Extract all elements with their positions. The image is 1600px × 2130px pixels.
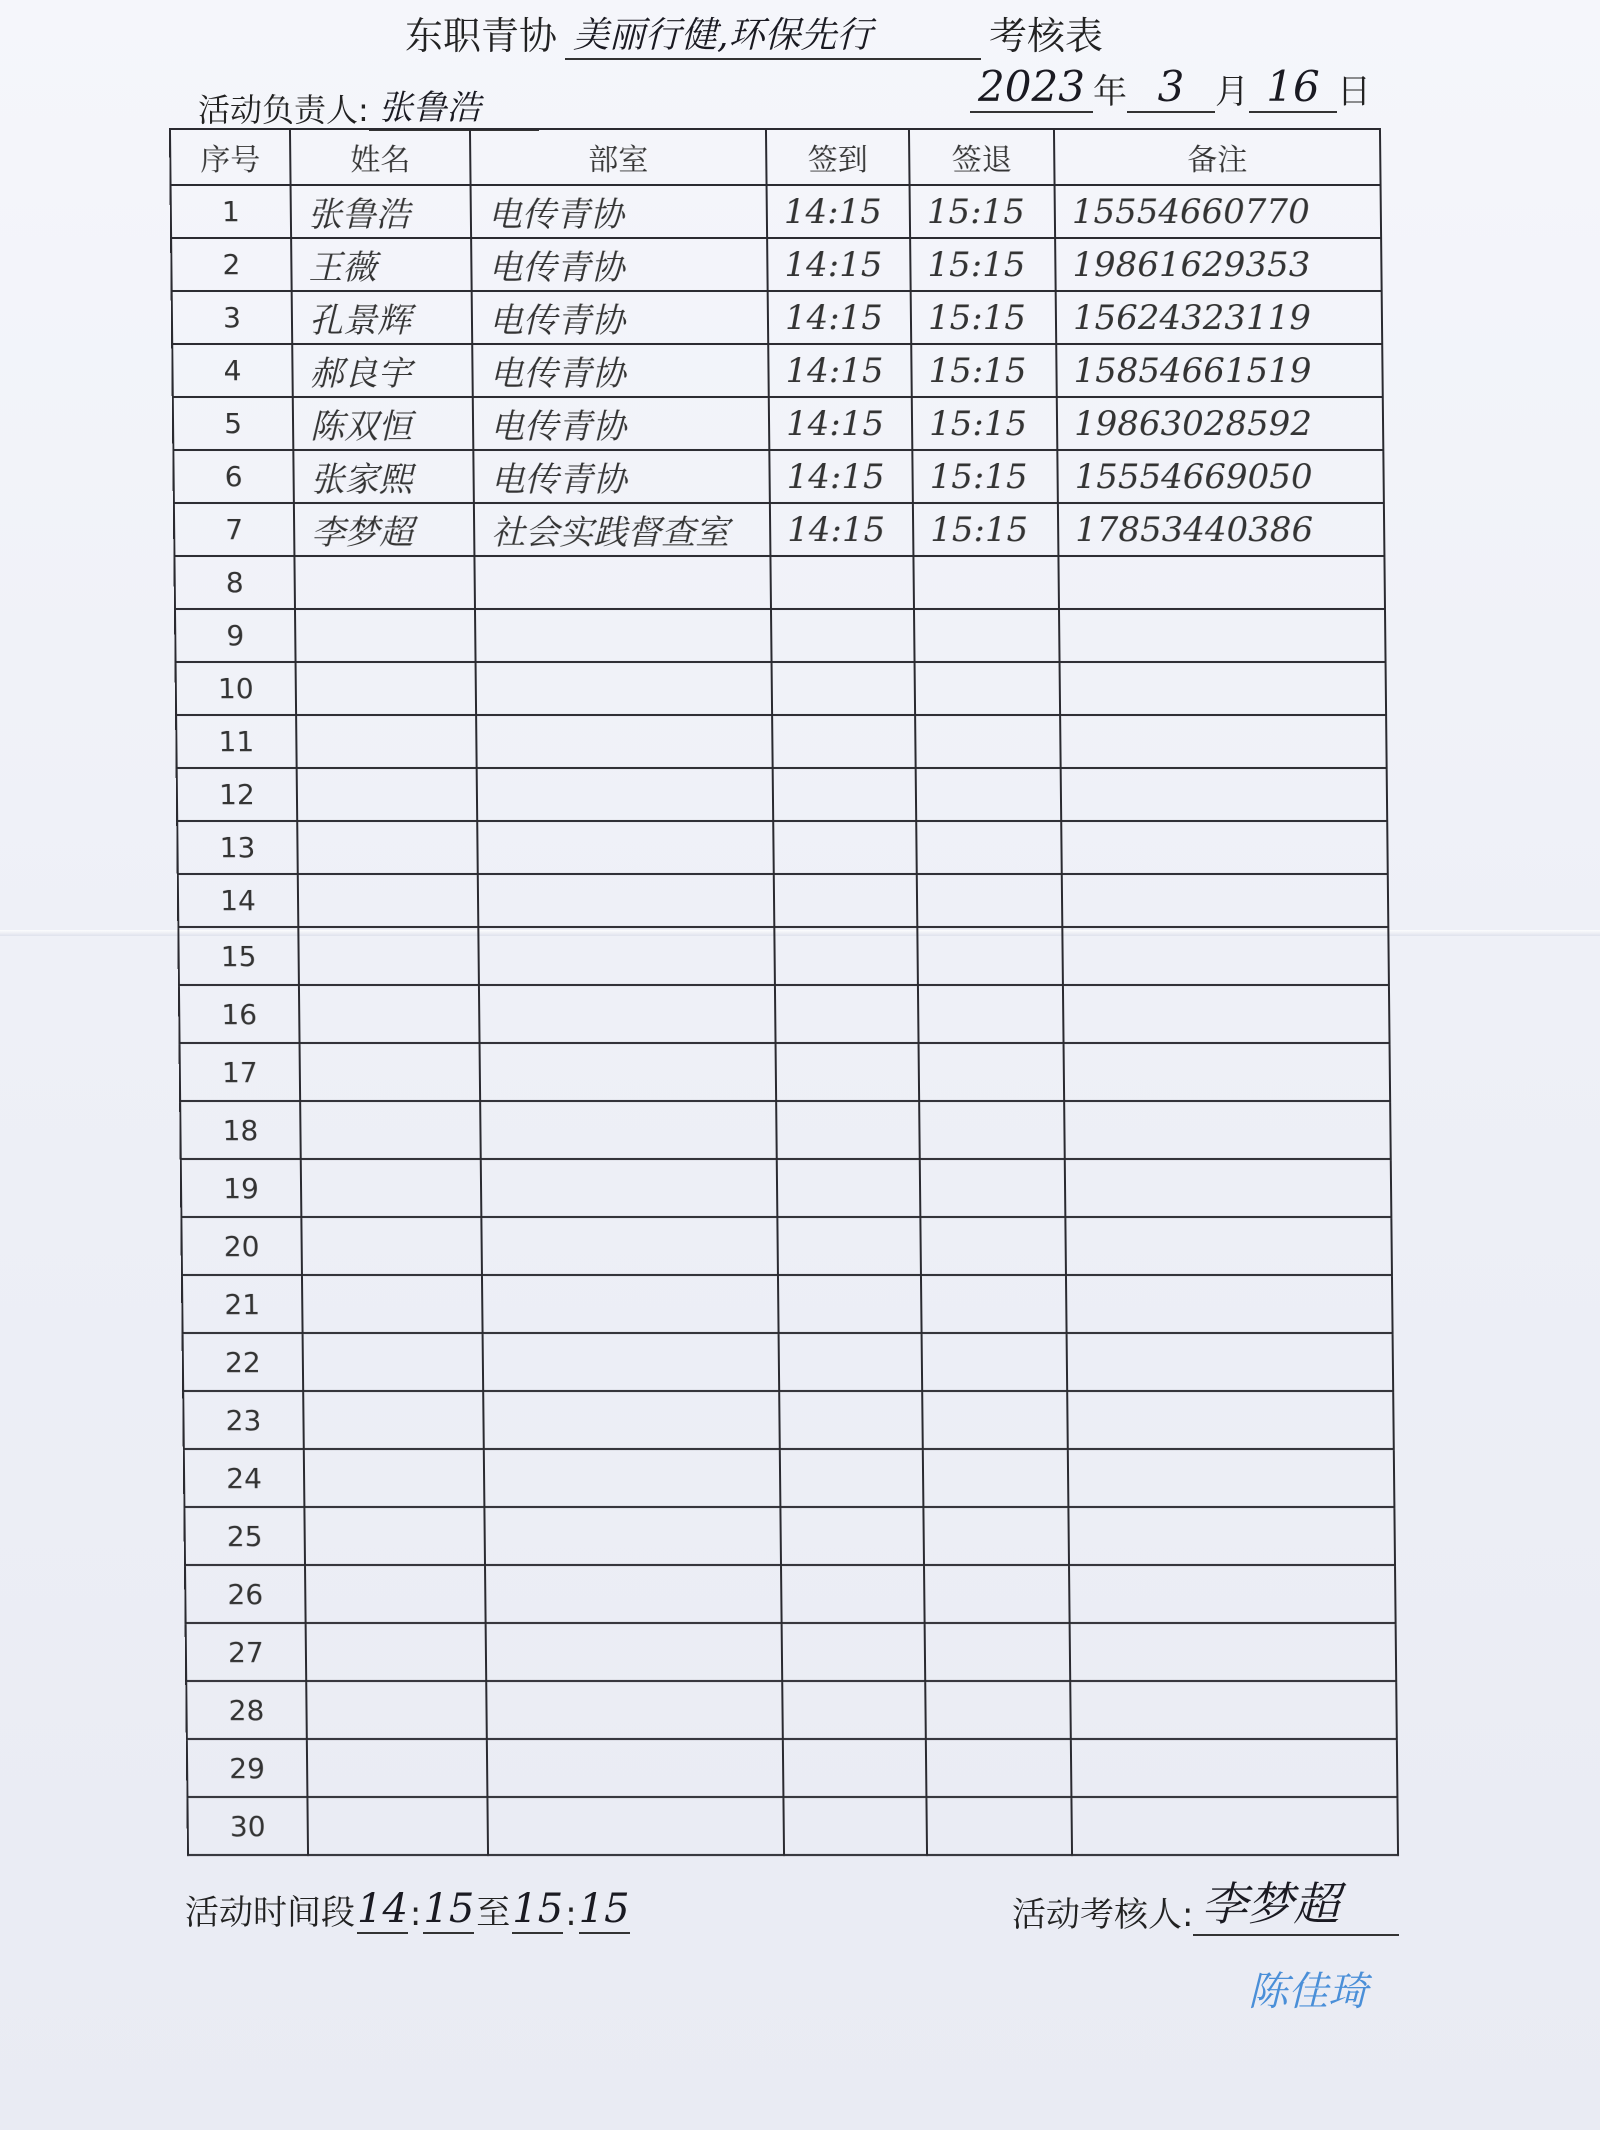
row-sign-in-time bbox=[779, 1391, 923, 1449]
table-row bbox=[171, 238, 1382, 291]
activity-time-period bbox=[185, 1885, 632, 1934]
row-sign-in-time: 14:15 bbox=[768, 291, 912, 344]
row-sign-in-time bbox=[772, 715, 916, 768]
row-name bbox=[301, 1159, 482, 1217]
row-sign-in-time bbox=[782, 1623, 926, 1681]
table-row bbox=[184, 1449, 1395, 1507]
date-day: 16 bbox=[1249, 62, 1337, 113]
row-remarks: 15554669050 bbox=[1057, 450, 1384, 503]
row-name bbox=[296, 662, 477, 715]
table-row bbox=[184, 1507, 1395, 1565]
time-to: 至 bbox=[476, 1893, 511, 1933]
row-index: 29 bbox=[187, 1739, 308, 1797]
header-sign-out: 签退 bbox=[909, 129, 1055, 185]
leader-name: 张鲁浩 bbox=[369, 80, 539, 131]
form-title bbox=[405, 4, 1103, 60]
row-remarks bbox=[1067, 1391, 1394, 1449]
row-sign-out-time: 15:15 bbox=[911, 291, 1057, 344]
start-colon: : bbox=[409, 1894, 422, 1934]
row-department: 电传青协 bbox=[471, 238, 768, 291]
form-date bbox=[970, 62, 1371, 113]
reviewer-signature: 李梦超 bbox=[1193, 1868, 1399, 1936]
row-name bbox=[307, 1739, 488, 1797]
title-activity-name: 美丽行健,环保先行 bbox=[565, 7, 981, 60]
row-name bbox=[305, 1565, 486, 1623]
row-remarks: 15624323119 bbox=[1056, 291, 1383, 344]
table-row bbox=[177, 821, 1388, 874]
row-name bbox=[301, 1217, 482, 1275]
row-sign-out-time: 15:15 bbox=[912, 450, 1058, 503]
row-name: 张鲁浩 bbox=[291, 185, 472, 238]
row-sign-out-time bbox=[924, 1565, 1070, 1623]
row-index: 4 bbox=[172, 344, 293, 397]
date-year-label: 年 bbox=[1093, 72, 1127, 112]
row-sign-in-time bbox=[781, 1565, 925, 1623]
blue-ink-signature: 陈佳琦 bbox=[1248, 1969, 1368, 2015]
row-department bbox=[483, 1391, 780, 1449]
row-department bbox=[478, 927, 775, 985]
row-remarks bbox=[1063, 985, 1390, 1043]
row-remarks bbox=[1060, 715, 1387, 768]
row-index: 1 bbox=[171, 185, 292, 238]
row-sign-in-time: 14:15 bbox=[768, 344, 912, 397]
row-sign-in-time bbox=[773, 821, 917, 874]
row-sign-out-time: 15:15 bbox=[910, 185, 1056, 238]
row-name bbox=[299, 985, 480, 1043]
date-month: 3 bbox=[1127, 62, 1215, 113]
row-department bbox=[478, 874, 775, 927]
row-index: 26 bbox=[185, 1565, 306, 1623]
row-department bbox=[484, 1449, 781, 1507]
row-sign-in-time bbox=[774, 927, 918, 985]
row-remarks bbox=[1062, 927, 1389, 985]
row-name: 王薇 bbox=[291, 238, 472, 291]
row-index: 9 bbox=[175, 609, 296, 662]
table-row bbox=[173, 450, 1384, 503]
row-remarks: 19861629353 bbox=[1055, 238, 1382, 291]
row-name bbox=[306, 1623, 487, 1681]
row-remarks: 17853440386 bbox=[1058, 503, 1385, 556]
row-sign-in-time bbox=[773, 768, 917, 821]
row-department bbox=[474, 556, 771, 609]
table-row bbox=[174, 556, 1385, 609]
row-remarks bbox=[1070, 1623, 1397, 1681]
row-remarks bbox=[1070, 1681, 1397, 1739]
row-index: 13 bbox=[177, 821, 298, 874]
row-name bbox=[300, 1101, 481, 1159]
row-sign-in-time: 14:15 bbox=[769, 397, 913, 450]
row-name bbox=[298, 874, 479, 927]
row-index: 11 bbox=[176, 715, 297, 768]
start-minute: 15 bbox=[423, 1886, 475, 1932]
attendance-table bbox=[169, 128, 1399, 1856]
title-org: 东职青协 bbox=[405, 14, 558, 58]
row-sign-out-time bbox=[922, 1391, 1068, 1449]
row-department: 电传青协 bbox=[472, 344, 769, 397]
row-sign-out-time bbox=[916, 768, 1062, 821]
table-row bbox=[178, 927, 1389, 985]
date-day-label: 日 bbox=[1337, 72, 1371, 112]
table-header-row bbox=[170, 129, 1381, 185]
row-name bbox=[294, 556, 475, 609]
row-sign-in-time bbox=[780, 1449, 924, 1507]
row-remarks bbox=[1068, 1449, 1395, 1507]
row-sign-in-time: 14:15 bbox=[767, 185, 911, 238]
row-index: 22 bbox=[183, 1333, 304, 1391]
row-department bbox=[475, 609, 772, 662]
row-sign-in-time: 14:15 bbox=[770, 503, 914, 556]
row-index: 15 bbox=[178, 927, 299, 985]
row-sign-out-time bbox=[923, 1449, 1069, 1507]
table-row bbox=[186, 1681, 1397, 1739]
row-sign-in-time bbox=[783, 1739, 927, 1797]
row-remarks bbox=[1061, 768, 1388, 821]
row-name bbox=[296, 715, 477, 768]
row-department: 电传青协 bbox=[471, 185, 768, 238]
row-department bbox=[482, 1275, 779, 1333]
row-department bbox=[476, 662, 773, 715]
row-index: 17 bbox=[180, 1043, 301, 1101]
row-sign-in-time bbox=[777, 1159, 921, 1217]
row-department bbox=[483, 1333, 780, 1391]
header-department: 部室 bbox=[470, 129, 767, 185]
row-remarks bbox=[1068, 1507, 1395, 1565]
row-remarks bbox=[1064, 1043, 1391, 1101]
row-sign-out-time bbox=[915, 715, 1061, 768]
row-name: 郝良宇 bbox=[292, 344, 473, 397]
row-name bbox=[307, 1797, 488, 1855]
row-index: 20 bbox=[181, 1217, 302, 1275]
row-remarks bbox=[1071, 1739, 1398, 1797]
row-sign-out-time bbox=[923, 1507, 1069, 1565]
row-sign-out-time: 15:15 bbox=[912, 397, 1058, 450]
row-department bbox=[484, 1507, 781, 1565]
row-index: 2 bbox=[171, 238, 292, 291]
row-sign-in-time bbox=[778, 1275, 922, 1333]
row-remarks: 19863028592 bbox=[1057, 397, 1384, 450]
end-hour: 15 bbox=[512, 1886, 564, 1932]
row-department bbox=[476, 715, 773, 768]
row-name bbox=[298, 927, 479, 985]
row-department bbox=[477, 821, 774, 874]
row-sign-out-time: 15:15 bbox=[911, 344, 1057, 397]
row-sign-out-time bbox=[913, 556, 1059, 609]
row-remarks bbox=[1066, 1275, 1393, 1333]
row-remarks bbox=[1067, 1333, 1394, 1391]
row-department bbox=[480, 1043, 777, 1101]
row-name bbox=[304, 1449, 485, 1507]
row-department: 电传青协 bbox=[473, 397, 770, 450]
row-sign-out-time: 15:15 bbox=[910, 238, 1056, 291]
row-name bbox=[302, 1275, 483, 1333]
row-index: 25 bbox=[184, 1507, 305, 1565]
row-sign-in-time: 14:15 bbox=[767, 238, 911, 291]
row-remarks bbox=[1071, 1797, 1398, 1855]
title-suffix: 考核表 bbox=[989, 14, 1104, 58]
row-sign-out-time bbox=[920, 1159, 1066, 1217]
row-department bbox=[477, 768, 774, 821]
row-sign-in-time bbox=[780, 1507, 924, 1565]
row-index: 14 bbox=[178, 874, 299, 927]
table-row bbox=[180, 1101, 1391, 1159]
table-row bbox=[172, 344, 1383, 397]
header-index: 序号 bbox=[170, 129, 291, 185]
header-name: 姓名 bbox=[290, 129, 471, 185]
row-name: 陈双恒 bbox=[293, 397, 474, 450]
row-sign-in-time bbox=[775, 985, 919, 1043]
row-department bbox=[486, 1623, 783, 1681]
table-row bbox=[173, 397, 1384, 450]
row-department bbox=[479, 985, 776, 1043]
row-department bbox=[480, 1101, 777, 1159]
table-row bbox=[171, 185, 1382, 238]
row-remarks: 15554660770 bbox=[1055, 185, 1382, 238]
table-row bbox=[178, 874, 1389, 927]
row-sign-out-time bbox=[920, 1217, 1066, 1275]
row-index: 12 bbox=[177, 768, 298, 821]
leader-label: 活动负责人: bbox=[198, 91, 369, 129]
row-name bbox=[304, 1507, 485, 1565]
row-sign-in-time bbox=[771, 609, 915, 662]
row-sign-out-time bbox=[918, 985, 1064, 1043]
table-row bbox=[172, 291, 1383, 344]
row-sign-out-time: 15:15 bbox=[913, 503, 1059, 556]
table-row bbox=[175, 609, 1386, 662]
row-sign-out-time bbox=[922, 1333, 1068, 1391]
table-row bbox=[179, 985, 1390, 1043]
row-remarks bbox=[1065, 1159, 1392, 1217]
row-sign-out-time bbox=[921, 1275, 1067, 1333]
end-colon: : bbox=[565, 1894, 577, 1934]
row-name bbox=[297, 821, 478, 874]
row-department bbox=[487, 1797, 784, 1855]
row-sign-in-time bbox=[779, 1333, 923, 1391]
row-sign-in-time bbox=[776, 1101, 920, 1159]
row-sign-out-time bbox=[919, 1101, 1065, 1159]
row-name: 孔景辉 bbox=[292, 291, 473, 344]
row-remarks bbox=[1060, 662, 1387, 715]
row-name: 张家熙 bbox=[293, 450, 474, 503]
row-remarks bbox=[1062, 874, 1389, 927]
row-name bbox=[297, 768, 478, 821]
row-sign-out-time bbox=[916, 821, 1062, 874]
table-row bbox=[186, 1623, 1397, 1681]
row-sign-out-time bbox=[925, 1623, 1071, 1681]
row-index: 27 bbox=[186, 1623, 307, 1681]
row-sign-out-time bbox=[926, 1797, 1072, 1855]
row-remarks bbox=[1061, 821, 1388, 874]
table-row bbox=[176, 662, 1387, 715]
table-row bbox=[182, 1275, 1393, 1333]
row-remarks bbox=[1064, 1101, 1391, 1159]
table-row bbox=[181, 1159, 1392, 1217]
row-sign-in-time bbox=[783, 1797, 927, 1855]
row-sign-out-time bbox=[917, 874, 1063, 927]
table-row bbox=[174, 503, 1385, 556]
row-remarks bbox=[1058, 556, 1385, 609]
row-sign-in-time bbox=[772, 662, 916, 715]
row-index: 18 bbox=[180, 1101, 301, 1159]
row-index: 16 bbox=[179, 985, 300, 1043]
row-sign-in-time bbox=[782, 1681, 926, 1739]
row-name bbox=[295, 609, 476, 662]
header-sign-in: 签到 bbox=[766, 129, 910, 185]
start-hour: 14 bbox=[357, 1886, 408, 1932]
row-index: 6 bbox=[173, 450, 294, 503]
row-department bbox=[485, 1565, 782, 1623]
table-row bbox=[187, 1739, 1398, 1797]
row-name bbox=[306, 1681, 487, 1739]
row-sign-out-time bbox=[915, 662, 1061, 715]
row-sign-in-time bbox=[776, 1043, 920, 1101]
table-row bbox=[177, 768, 1388, 821]
row-index: 23 bbox=[183, 1391, 304, 1449]
row-department: 电传青协 bbox=[473, 450, 770, 503]
row-remarks: 15854661519 bbox=[1056, 344, 1383, 397]
row-name bbox=[300, 1043, 481, 1101]
row-department bbox=[486, 1681, 783, 1739]
activity-reviewer bbox=[1012, 1868, 1399, 1936]
end-minute: 15 bbox=[578, 1886, 630, 1932]
row-index: 21 bbox=[182, 1275, 303, 1333]
row-index: 10 bbox=[176, 662, 297, 715]
row-index: 19 bbox=[181, 1159, 302, 1217]
row-index: 28 bbox=[186, 1681, 307, 1739]
row-sign-in-time bbox=[770, 556, 914, 609]
row-index: 30 bbox=[187, 1797, 308, 1855]
row-remarks bbox=[1069, 1565, 1396, 1623]
activity-leader bbox=[198, 80, 539, 131]
row-sign-out-time bbox=[926, 1739, 1072, 1797]
row-remarks bbox=[1059, 609, 1386, 662]
table-row bbox=[183, 1391, 1394, 1449]
row-sign-out-time bbox=[917, 927, 1063, 985]
date-month-label: 月 bbox=[1215, 72, 1249, 112]
row-name: 李梦超 bbox=[294, 503, 475, 556]
table-body bbox=[171, 185, 1398, 1855]
row-sign-in-time bbox=[777, 1217, 921, 1275]
row-index: 5 bbox=[173, 397, 294, 450]
row-sign-in-time bbox=[774, 874, 918, 927]
date-year: 2023 bbox=[970, 62, 1093, 113]
table-row bbox=[187, 1797, 1398, 1855]
row-department bbox=[481, 1159, 778, 1217]
header-remarks: 备注 bbox=[1054, 129, 1381, 185]
table-row bbox=[181, 1217, 1392, 1275]
row-remarks bbox=[1065, 1217, 1392, 1275]
row-sign-in-time: 14:15 bbox=[769, 450, 913, 503]
row-name bbox=[303, 1391, 484, 1449]
row-index: 3 bbox=[172, 291, 293, 344]
table-row bbox=[176, 715, 1387, 768]
row-index: 8 bbox=[174, 556, 295, 609]
reviewer-label: 活动考核人: bbox=[1012, 1895, 1194, 1935]
row-department bbox=[481, 1217, 778, 1275]
row-department: 社会实践督查室 bbox=[474, 503, 771, 556]
table-row bbox=[185, 1565, 1396, 1623]
table-row bbox=[180, 1043, 1391, 1101]
row-department bbox=[487, 1739, 784, 1797]
table-row bbox=[183, 1333, 1394, 1391]
row-sign-out-time bbox=[914, 609, 1060, 662]
row-sign-out-time bbox=[919, 1043, 1065, 1101]
time-period-label: 活动时间段 bbox=[185, 1893, 355, 1933]
row-index: 7 bbox=[174, 503, 295, 556]
row-index: 24 bbox=[184, 1449, 305, 1507]
row-sign-out-time bbox=[925, 1681, 1071, 1739]
row-department: 电传青协 bbox=[472, 291, 769, 344]
row-name bbox=[303, 1333, 484, 1391]
